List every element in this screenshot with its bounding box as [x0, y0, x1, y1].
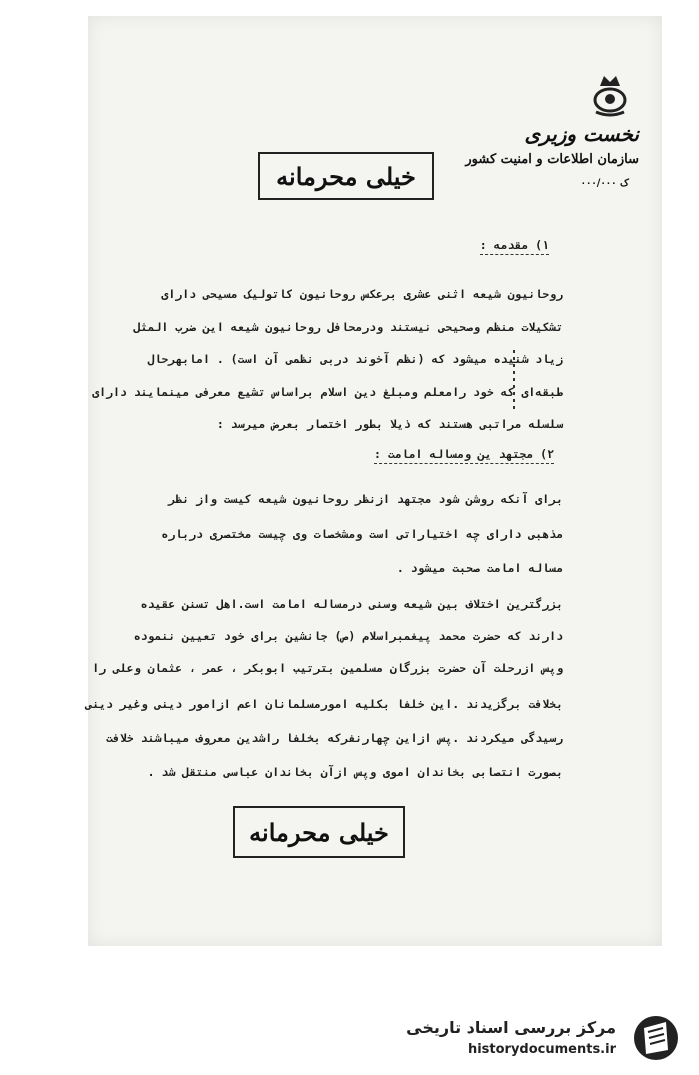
margin-mark — [512, 350, 516, 410]
body-line: سلسله مراتبی هستند که ذیلا بطور اختصار بعرض میرسد : — [216, 417, 563, 431]
lion-and-sun-emblem-icon — [590, 72, 630, 118]
body-line: روحانیون شیعه اثنی عشری برعکس روحانیون کاتولیک مسیحی دارای — [161, 287, 563, 301]
reference-number: ۰۰۰/۰۰۰ ک — [580, 178, 629, 189]
stamp-label: خیلی محرمانه — [249, 817, 389, 847]
body-line: طبقه‌ای که خود رامعلم ومبلغ دین اسلام براساس تشیع معرفی مینمایند دارای — [92, 385, 563, 399]
body-line: دارند که حضرت محمد پیغمبراسلام (ص) جانشین برای خود تعیین ننموده — [133, 629, 563, 643]
body-line: بزرگترین اختلاف بین شیعه وسنی درمساله امامت است.اهل تسنن عقیده — [140, 597, 563, 611]
section2-title: ۲) مجتهد ین ومساله امامت : — [374, 447, 554, 464]
archive-website[interactable]: historydocuments.ir — [467, 1042, 616, 1057]
body-line: زیاد شنیده میشود که (نظم آخوند دربی نظمی آن است) . امابهرحال — [147, 352, 563, 366]
body-line: رسیدگی میکردند .پس ازاین چهارنفرکه بخلفا راشدین معروف میباشند خلافت — [106, 731, 563, 745]
stamp-label: خیلی محرمانه — [276, 161, 416, 191]
top-classification-stamp — [258, 152, 434, 200]
body-line: مساله امامت صحبت میشود . — [396, 561, 563, 575]
archive-name: مرکز بررسی اسناد تاریخی — [406, 1018, 616, 1037]
organization-heading: سازمان اطلاعات و امنیت کشور — [465, 152, 639, 167]
body-line: مذهبی دارای چه اختیاراتی است ومشخصات وی چیست مختصری درباره — [161, 527, 563, 541]
body-line: برای آنکه روشن شود مجتهد ازنظر روحانیون شیعه کیست واز نظر — [168, 492, 563, 506]
body-line: تشکیلات منظم وصحیحی نیستند ودرمحافل روحانیون شیعه این ضرب المثل — [133, 320, 563, 334]
section1-title: ۱) مقدمه : — [480, 238, 549, 255]
archive-footer — [406, 1008, 690, 1066]
bottom-classification-stamp — [233, 806, 405, 858]
archive-logo-icon — [628, 1012, 684, 1064]
body-line: بصورت انتصابی بخاندان اموی وپس ازآن بخاندان عباسی منتقل شد . — [147, 765, 563, 779]
ministry-heading: نخست وزیری — [524, 122, 639, 146]
body-line: وپس ازرحلت آن حضرت بزرگان مسلمین بترتیب ابوبکر ، عمر ، عثمان وعلی را — [92, 661, 563, 675]
body-line: بخلافت برگزیدند .این خلفا بکلیه امورمسلمانان اعم ازامور دینی وغیر دینی — [85, 697, 563, 711]
